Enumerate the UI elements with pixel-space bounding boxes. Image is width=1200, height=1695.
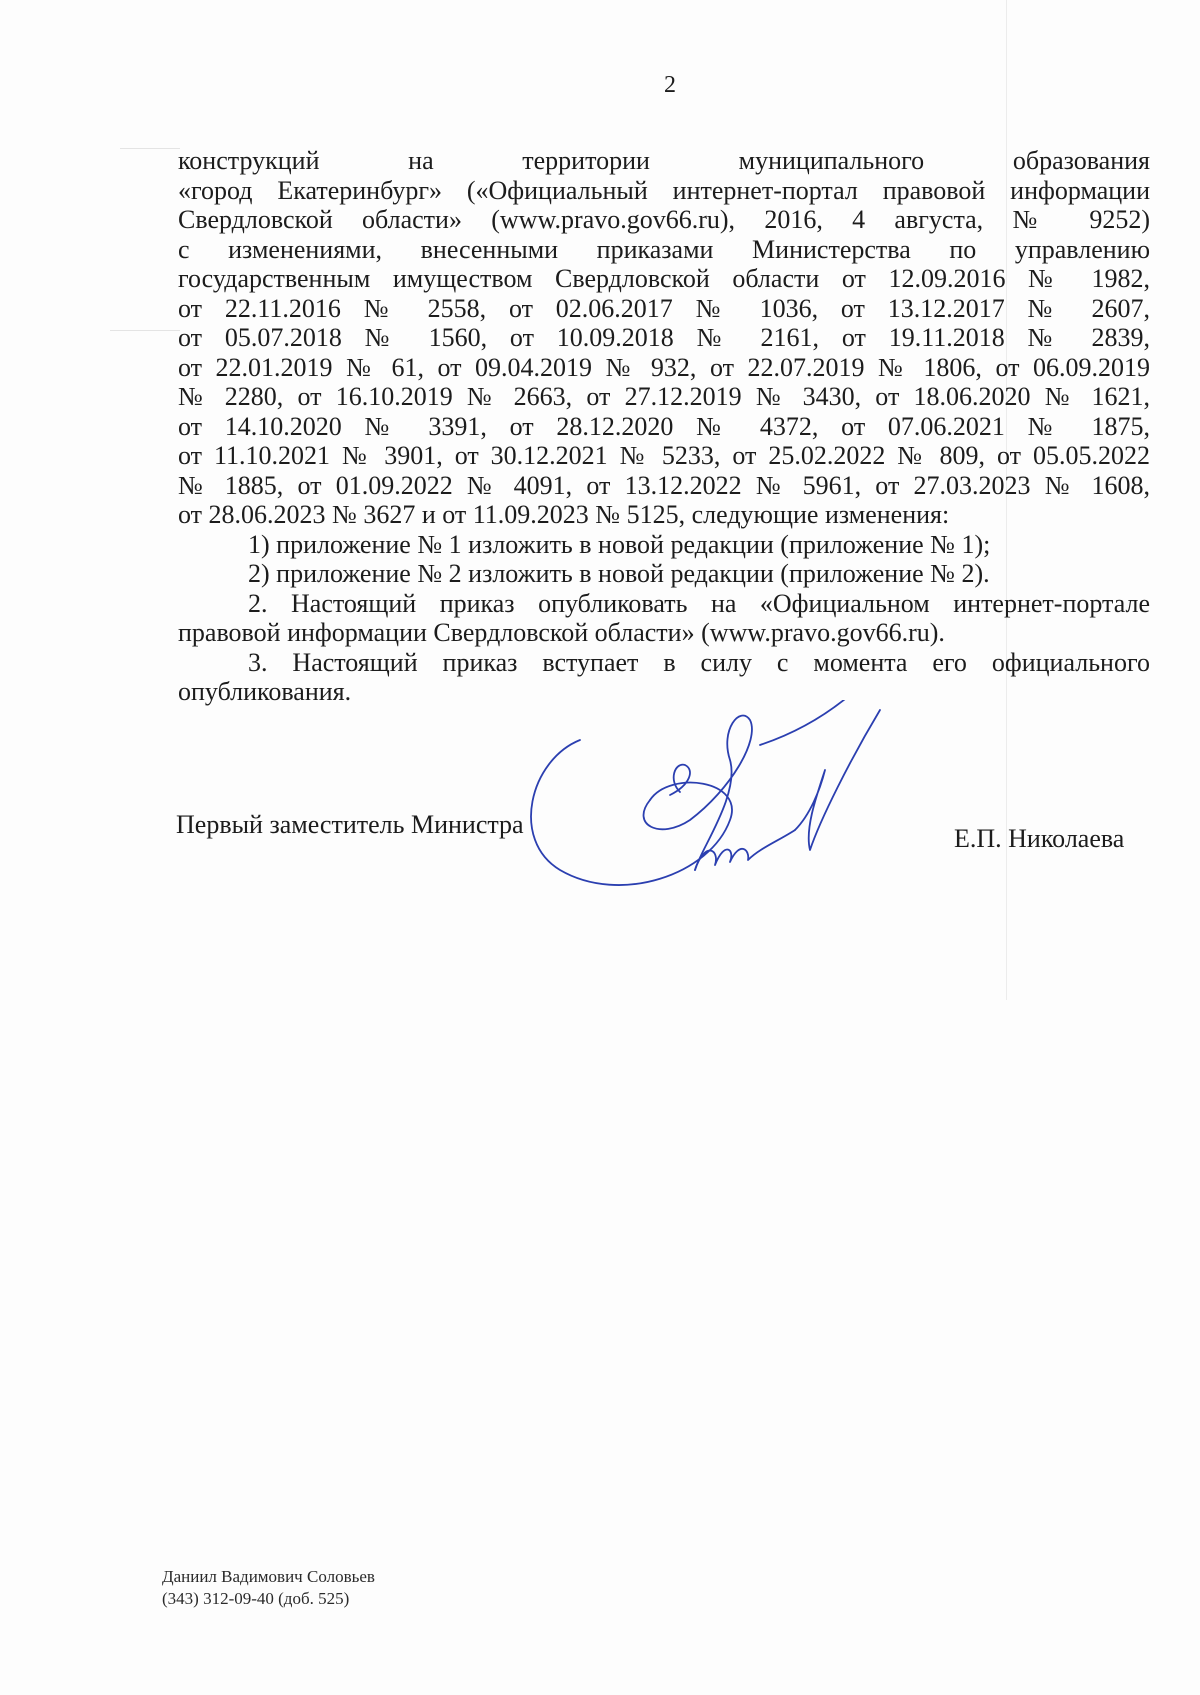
page-number: 2 (664, 72, 676, 98)
footer-phone: (343) 312-09-40 (доб. 525) (162, 1589, 350, 1608)
scan-artifact-line (120, 148, 180, 149)
signature-stroke (795, 710, 880, 850)
list-item: 1) приложение № 1 изложить в новой редакции (приложение № 1); (248, 529, 991, 559)
clause-3-line: опубликования. (178, 677, 352, 706)
clause-2-line: правовой информации Свердловской области» (www.pravo.gov66.ru). (178, 618, 945, 647)
body-line: от 22.01.2019 № 61, от 09.04.2019 № 932, от 22.07.2019 № 1806, от 06.09.2019 (178, 352, 1150, 382)
footer-author: Даниил Вадимович Соловьев (162, 1567, 375, 1586)
document-body (178, 146, 1150, 707)
signer-name: Е.П. Николаева (954, 824, 1125, 853)
body-line: государственным имуществом Свердловской области от 12.09.2016 № 1982, (178, 264, 1150, 293)
body-line: от 14.10.2020 № 3391, от 28.12.2020 № 4372, от 07.06.2021 № 1875, (178, 411, 1150, 441)
body-line: Свердловской области» (www.pravo.gov66.ru), 2016, 4 августа, № 9252) (178, 205, 1150, 234)
body-line: от 11.10.2021 № 3901, от 30.12.2021 № 5233, от 25.02.2022 № 809, от 05.05.2022 (178, 441, 1150, 470)
signature-stroke (670, 765, 690, 795)
body-line: конструкций на территории муниципального образования (178, 146, 1150, 175)
body-line: с изменениями, внесенными приказами Министерства по управлению (178, 234, 1150, 264)
body-line: «город Екатеринбург» («Официальный интернет-портал правовой информации (178, 175, 1150, 205)
handwritten-signature (520, 700, 940, 940)
signature-stroke (531, 740, 732, 885)
signature-stroke (760, 700, 850, 745)
body-line: № 2280, от 16.10.2019 № 2663, от 27.12.2019 № 3430, от 18.06.2020 № 1621, (178, 382, 1150, 411)
list-item: 2) приложение № 2 изложить в новой редакции (приложение № 2). (248, 559, 990, 588)
signature-stroke (644, 716, 752, 870)
scan-artifact-line (110, 330, 180, 331)
clause-2-line: 2. Настоящий приказ опубликовать на «Официальном интернет-портале (248, 588, 1150, 618)
footer-contact (162, 1566, 375, 1610)
clause-3-line: 3. Настоящий приказ вступает в силу с момента его официального (248, 647, 1150, 677)
body-line: № 1885, от 01.09.2022 № 4091, от 13.12.2022 № 5961, от 27.03.2023 № 1608, (178, 470, 1150, 500)
body-line: от 05.07.2018 № 1560, от 10.09.2018 № 2161, от 19.11.2018 № 2839, (178, 323, 1150, 352)
body-line: от 22.11.2016 № 2558, от 02.06.2017 № 1036, от 13.12.2017 № 2607, (178, 293, 1150, 323)
body-line: от 28.06.2023 № 3627 и от 11.09.2023 № 5125, следующие изменения: (178, 500, 950, 529)
signer-title: Первый заместитель Министра (176, 810, 524, 839)
